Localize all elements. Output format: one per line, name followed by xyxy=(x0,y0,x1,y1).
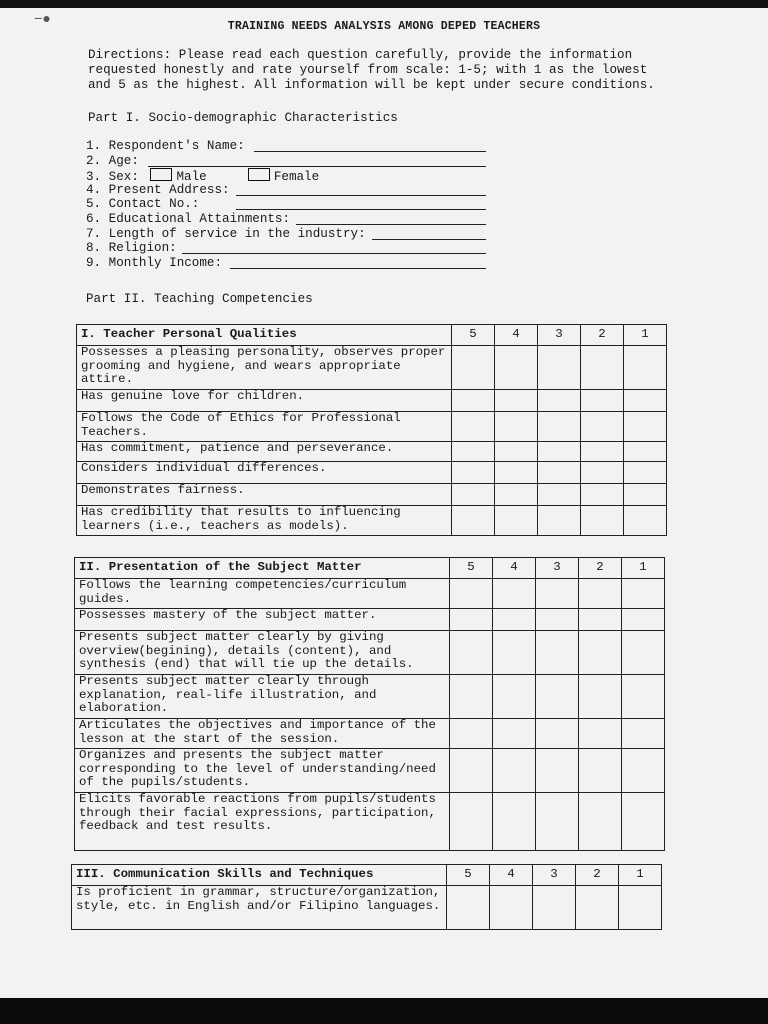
rating-cell-2[interactable] xyxy=(579,579,622,609)
table-row xyxy=(77,412,667,442)
sex-label: 3. Sex: xyxy=(86,170,139,185)
competency-text: Considers individual differences. xyxy=(77,462,452,484)
table-row xyxy=(77,442,667,462)
male-label: Male xyxy=(176,170,207,185)
rating-cell-2[interactable] xyxy=(581,390,624,412)
rating-cell-5[interactable] xyxy=(450,609,493,631)
scale-5-header: 5 xyxy=(447,865,490,886)
rating-cell-1[interactable] xyxy=(622,675,665,719)
address-label: 4. Present Address: xyxy=(86,182,230,197)
scan-edge xyxy=(0,998,768,1024)
rating-cell-5[interactable] xyxy=(452,442,495,462)
rating-cell-4[interactable] xyxy=(495,442,538,462)
competency-text: Organizes and presents the subject matter corresponding to the level of understanding/need of the pupils/students. xyxy=(75,749,450,793)
part2-heading: Part II. Teaching Competencies xyxy=(86,292,313,306)
service-length-label: 7. Length of service in the industry: xyxy=(86,226,366,241)
scale-4-header: 4 xyxy=(495,325,538,346)
scale-4-header: 4 xyxy=(493,558,536,579)
rating-cell-4[interactable] xyxy=(495,484,538,506)
rating-cell-5[interactable] xyxy=(452,390,495,412)
table-row xyxy=(75,793,665,851)
demographic-fields xyxy=(86,139,366,270)
rating-cell-1[interactable] xyxy=(624,442,667,462)
contact-field[interactable] xyxy=(86,197,366,212)
rating-cell-2[interactable] xyxy=(579,631,622,675)
age-field[interactable] xyxy=(86,154,366,169)
rating-cell-4[interactable] xyxy=(493,793,536,851)
rating-cell-2[interactable] xyxy=(581,506,624,536)
rating-cell-4[interactable] xyxy=(495,390,538,412)
rating-cell-4[interactable] xyxy=(493,749,536,793)
address-line[interactable] xyxy=(236,183,486,196)
competency-text: Demonstrates fairness. xyxy=(77,484,452,506)
rating-cell-2[interactable] xyxy=(581,412,624,442)
rating-cell-3[interactable] xyxy=(538,346,581,390)
rating-cell-2[interactable] xyxy=(581,346,624,390)
rating-cell-4[interactable] xyxy=(493,579,536,609)
sex-field xyxy=(86,168,366,183)
table-row xyxy=(77,484,667,506)
female-label: Female xyxy=(273,170,320,185)
rating-cell-1[interactable] xyxy=(624,462,667,484)
address-field[interactable] xyxy=(86,183,366,198)
rating-cell-2[interactable] xyxy=(581,484,624,506)
competency-text: Possesses mastery of the subject matter. xyxy=(75,609,450,631)
rating-cell-1[interactable] xyxy=(622,631,665,675)
income-line[interactable] xyxy=(230,256,486,269)
table-row xyxy=(75,631,665,675)
section-personal-qualities-table xyxy=(76,324,667,536)
scale-3-header: 3 xyxy=(533,865,576,886)
rating-cell-1[interactable] xyxy=(619,886,662,930)
rating-cell-4[interactable] xyxy=(495,506,538,536)
table-row xyxy=(77,506,667,536)
rating-cell-5[interactable] xyxy=(450,579,493,609)
rating-cell-2[interactable] xyxy=(581,442,624,462)
rating-cell-5[interactable] xyxy=(450,675,493,719)
section-title: III. Communication Skills and Techniques xyxy=(72,865,447,886)
rating-cell-3[interactable] xyxy=(538,390,581,412)
competency-text: Presents subject matter clearly through explanation, real-life illustration, and elaboration. xyxy=(75,675,450,719)
rating-cell-5[interactable] xyxy=(452,506,495,536)
form-page xyxy=(0,8,768,998)
section-title: I. Teacher Personal Qualities xyxy=(77,325,452,346)
section-header-row xyxy=(75,558,665,579)
rating-cell-5[interactable] xyxy=(452,462,495,484)
competency-text: Has genuine love for children. xyxy=(77,390,452,412)
table-row xyxy=(75,675,665,719)
table-row xyxy=(75,609,665,631)
rating-cell-3[interactable] xyxy=(538,442,581,462)
table-row xyxy=(75,719,665,749)
scale-1-header: 1 xyxy=(619,865,662,886)
rating-cell-4[interactable] xyxy=(495,462,538,484)
contact-label: 5. Contact No.: xyxy=(86,197,200,212)
rating-cell-2[interactable] xyxy=(579,675,622,719)
rating-cell-3[interactable] xyxy=(538,412,581,442)
rating-cell-1[interactable] xyxy=(624,484,667,506)
competency-text: Is proficient in grammar, structure/organization, style, etc. in English and/or Filipino languages. xyxy=(72,886,447,930)
contact-line[interactable] xyxy=(236,197,486,210)
rating-cell-1[interactable] xyxy=(624,412,667,442)
rating-cell-3[interactable] xyxy=(536,631,579,675)
scan-mark: −● xyxy=(34,12,51,28)
male-checkbox[interactable] xyxy=(150,168,172,181)
section-title: II. Presentation of the Subject Matter xyxy=(75,558,450,579)
table-row xyxy=(77,462,667,484)
rating-cell-2[interactable] xyxy=(581,462,624,484)
rating-cell-3[interactable] xyxy=(538,484,581,506)
rating-cell-2[interactable] xyxy=(579,793,622,851)
rating-cell-5[interactable] xyxy=(450,749,493,793)
rating-cell-2[interactable] xyxy=(579,609,622,631)
income-field[interactable] xyxy=(86,256,366,271)
competency-text: Follows the Code of Ethics for Professional Teachers. xyxy=(77,412,452,442)
table-row xyxy=(75,749,665,793)
competency-text: Has commitment, patience and perseverance. xyxy=(77,442,452,462)
rating-cell-2[interactable] xyxy=(579,749,622,793)
rating-cell-4[interactable] xyxy=(495,346,538,390)
income-label: 9. Monthly Income: xyxy=(86,255,223,270)
competency-text: Presents subject matter clearly by giving overview(begining), details (content), and synthesis (end) that will tie up the details. xyxy=(75,631,450,675)
section-header-row xyxy=(77,325,667,346)
section-communication-table xyxy=(71,864,662,930)
rating-cell-5[interactable] xyxy=(452,412,495,442)
age-label: 2. Age: xyxy=(86,153,139,168)
competency-text: Has credibility that results to influencing learners (i.e., teachers as models). xyxy=(77,506,452,536)
rating-cell-3[interactable] xyxy=(536,749,579,793)
form-title: TRAINING NEEDS ANALYSIS AMONG DEPED TEACHERS xyxy=(227,20,541,33)
rating-cell-3[interactable] xyxy=(536,579,579,609)
rating-cell-1[interactable] xyxy=(622,719,665,749)
section-subject-matter-table xyxy=(74,557,665,851)
rating-cell-4[interactable] xyxy=(493,609,536,631)
education-label: 6. Educational Attainments: xyxy=(86,211,291,226)
name-field[interactable] xyxy=(86,139,366,154)
section-header-row xyxy=(72,865,662,886)
rating-cell-1[interactable] xyxy=(624,390,667,412)
rating-cell-4[interactable] xyxy=(493,675,536,719)
rating-cell-3[interactable] xyxy=(536,719,579,749)
scale-1-header: 1 xyxy=(624,325,667,346)
scale-3-header: 3 xyxy=(536,558,579,579)
rating-cell-3[interactable] xyxy=(536,793,579,851)
name-line[interactable] xyxy=(254,139,486,152)
rating-cell-5[interactable] xyxy=(447,886,490,930)
religion-field[interactable] xyxy=(86,241,366,256)
rating-cell-5[interactable] xyxy=(452,346,495,390)
rating-cell-1[interactable] xyxy=(622,579,665,609)
rating-cell-2[interactable] xyxy=(579,719,622,749)
rating-cell-3[interactable] xyxy=(538,462,581,484)
rating-cell-5[interactable] xyxy=(450,793,493,851)
rating-cell-5[interactable] xyxy=(450,719,493,749)
scale-3-header: 3 xyxy=(538,325,581,346)
rating-cell-1[interactable] xyxy=(624,506,667,536)
scale-2-header: 2 xyxy=(576,865,619,886)
rating-cell-4[interactable] xyxy=(493,631,536,675)
scale-1-header: 1 xyxy=(622,558,665,579)
competency-text: Possesses a pleasing personality, observes proper grooming and hygiene, and wears appropriate attire. xyxy=(77,346,452,390)
scale-2-header: 2 xyxy=(581,325,624,346)
rating-cell-1[interactable] xyxy=(622,609,665,631)
female-checkbox[interactable] xyxy=(248,168,270,181)
competency-text: Articulates the objectives and importance of the lesson at the start of the session. xyxy=(75,719,450,749)
table-row xyxy=(77,346,667,390)
part1-heading: Part I. Socio-demographic Characteristics xyxy=(88,111,398,125)
rating-cell-1[interactable] xyxy=(622,793,665,851)
rating-cell-4[interactable] xyxy=(490,886,533,930)
rating-cell-5[interactable] xyxy=(452,484,495,506)
name-label: 1. Respondent's Name: xyxy=(86,139,245,153)
education-field[interactable] xyxy=(86,212,366,227)
religion-line[interactable] xyxy=(182,241,486,254)
scale-2-header: 2 xyxy=(579,558,622,579)
rating-cell-1[interactable] xyxy=(624,346,667,390)
directions-text: Directions: Please read each question carefully, provide the information requested honestly and rate yourself from scale: 1-5; with 1 as the lowest and 5 as the highest. All information will be kept under secure conditions. xyxy=(88,48,655,92)
table-row xyxy=(77,390,667,412)
scale-5-header: 5 xyxy=(452,325,495,346)
competency-text: Follows the learning competencies/curriculum guides. xyxy=(75,579,450,609)
rating-cell-4[interactable] xyxy=(495,412,538,442)
service-length-field[interactable] xyxy=(86,227,366,242)
rating-cell-3[interactable] xyxy=(533,886,576,930)
table-row xyxy=(72,886,662,930)
education-line[interactable] xyxy=(296,212,486,225)
age-line[interactable] xyxy=(148,154,486,167)
competency-text: Elicits favorable reactions from pupils/students through their facial expressions, participation, feedback and test results. xyxy=(75,793,450,851)
rating-cell-2[interactable] xyxy=(576,886,619,930)
rating-cell-1[interactable] xyxy=(622,749,665,793)
scale-5-header: 5 xyxy=(450,558,493,579)
religion-label: 8. Religion: xyxy=(86,241,177,256)
rating-cell-3[interactable] xyxy=(536,675,579,719)
service-length-line[interactable] xyxy=(372,227,486,240)
scale-4-header: 4 xyxy=(490,865,533,886)
rating-cell-3[interactable] xyxy=(538,506,581,536)
rating-cell-4[interactable] xyxy=(493,719,536,749)
table-row xyxy=(75,579,665,609)
rating-cell-5[interactable] xyxy=(450,631,493,675)
rating-cell-3[interactable] xyxy=(536,609,579,631)
